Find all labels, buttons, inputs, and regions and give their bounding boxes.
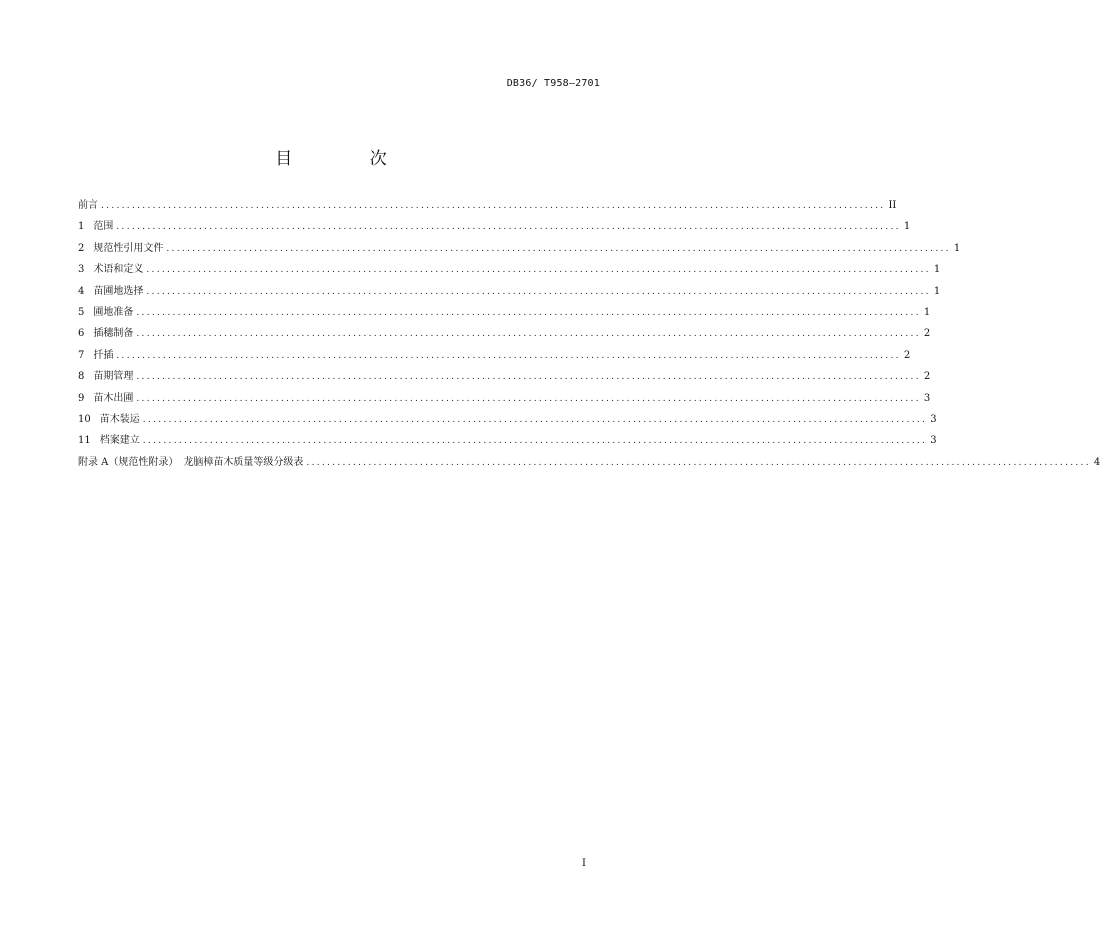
- toc-page: 3: [930, 435, 937, 447]
- toc-leader-dots: ........................................................................................................................................................: [136, 393, 921, 404]
- toc-leader-dots: ........................................................................................................................................................: [116, 350, 901, 361]
- toc-number: 9: [78, 392, 85, 404]
- toc-row[interactable]: [78, 435, 937, 456]
- toc-page: 2: [923, 328, 931, 340]
- toc-row[interactable]: [78, 392, 931, 414]
- toc-page: 3: [923, 392, 931, 404]
- toc-leader-dots: ........................................................................................................................................................: [136, 329, 921, 340]
- toc-page: 1: [903, 221, 911, 233]
- toc-page: 1: [953, 242, 961, 254]
- toc-label: 扦插: [93, 349, 114, 361]
- toc-number: 11: [78, 435, 91, 447]
- toc-leader-dots: ........................................................................................................................................................: [116, 222, 901, 233]
- toc-page: 1: [923, 306, 931, 318]
- toc-label: 圃地准备: [93, 306, 134, 318]
- toc-leader-dots: ........................................................................................................................................................: [146, 265, 931, 276]
- toc-number: 2: [78, 242, 85, 254]
- toc-page: 2: [923, 371, 931, 383]
- toc-row[interactable]: [78, 328, 931, 349]
- toc-page: II: [888, 200, 897, 211]
- toc-row[interactable]: [78, 242, 961, 264]
- toc-row[interactable]: [78, 200, 897, 221]
- standard-code: DB36/ T958—2701: [506, 78, 600, 89]
- page-title: 目 次: [275, 149, 423, 169]
- toc-row[interactable]: [78, 371, 931, 392]
- toc-leader-dots: ........................................................................................................................................................: [166, 243, 951, 254]
- toc-label: 苗木出圃: [93, 392, 134, 404]
- toc-leader-dots: ........................................................................................................................................................: [101, 201, 886, 211]
- toc-number: 5: [78, 306, 85, 318]
- toc-row[interactable]: [78, 306, 931, 328]
- toc-number: 4: [78, 285, 85, 297]
- toc-row[interactable]: [78, 456, 1100, 478]
- toc-row[interactable]: [78, 285, 941, 307]
- toc-page: 1: [933, 285, 941, 297]
- toc-leader-dots: ........................................................................................................................................................: [136, 372, 921, 383]
- toc-label: 插穗制备: [93, 328, 134, 340]
- page-number: I: [582, 858, 586, 869]
- toc-label: 苗木装运: [99, 413, 140, 425]
- toc-label: 术语和定义: [93, 264, 144, 276]
- toc-page: 1: [933, 264, 941, 276]
- toc-page: 2: [903, 349, 911, 361]
- toc-label: 苗期管理: [93, 371, 134, 383]
- toc-label: 档案建立: [99, 435, 140, 447]
- toc-label: 范围: [93, 221, 114, 233]
- toc-page: 3: [930, 413, 937, 425]
- toc-number: 7: [78, 349, 85, 361]
- toc-label: 附录 A（规范性附录） 龙脑樟苗木质量等级分级表: [78, 456, 304, 468]
- toc-label: 前言: [78, 200, 98, 211]
- toc-number: 1: [78, 221, 85, 233]
- toc-number: 3: [78, 264, 85, 276]
- toc-row[interactable]: [78, 413, 937, 435]
- toc-label: 规范性引用文件: [93, 242, 164, 254]
- table-of-contents: [78, 200, 1100, 478]
- toc-row[interactable]: [78, 221, 911, 242]
- toc-number: 10: [78, 413, 91, 425]
- toc-leader-dots: ........................................................................................................................................................: [142, 436, 928, 447]
- toc-leader-dots: ........................................................................................................................................................: [142, 414, 928, 425]
- toc-label: 苗圃地选择: [93, 285, 144, 297]
- toc-number: 6: [78, 328, 85, 340]
- toc-leader-dots: ........................................................................................................................................................: [146, 286, 931, 297]
- toc-leader-dots: ........................................................................................................................................................: [136, 307, 921, 318]
- toc-page: 4: [1093, 456, 1100, 468]
- toc-row[interactable]: [78, 264, 941, 285]
- toc-number: 8: [78, 371, 85, 383]
- toc-leader-dots: ........................................................................................................................................................: [306, 457, 1091, 468]
- toc-row[interactable]: [78, 349, 911, 371]
